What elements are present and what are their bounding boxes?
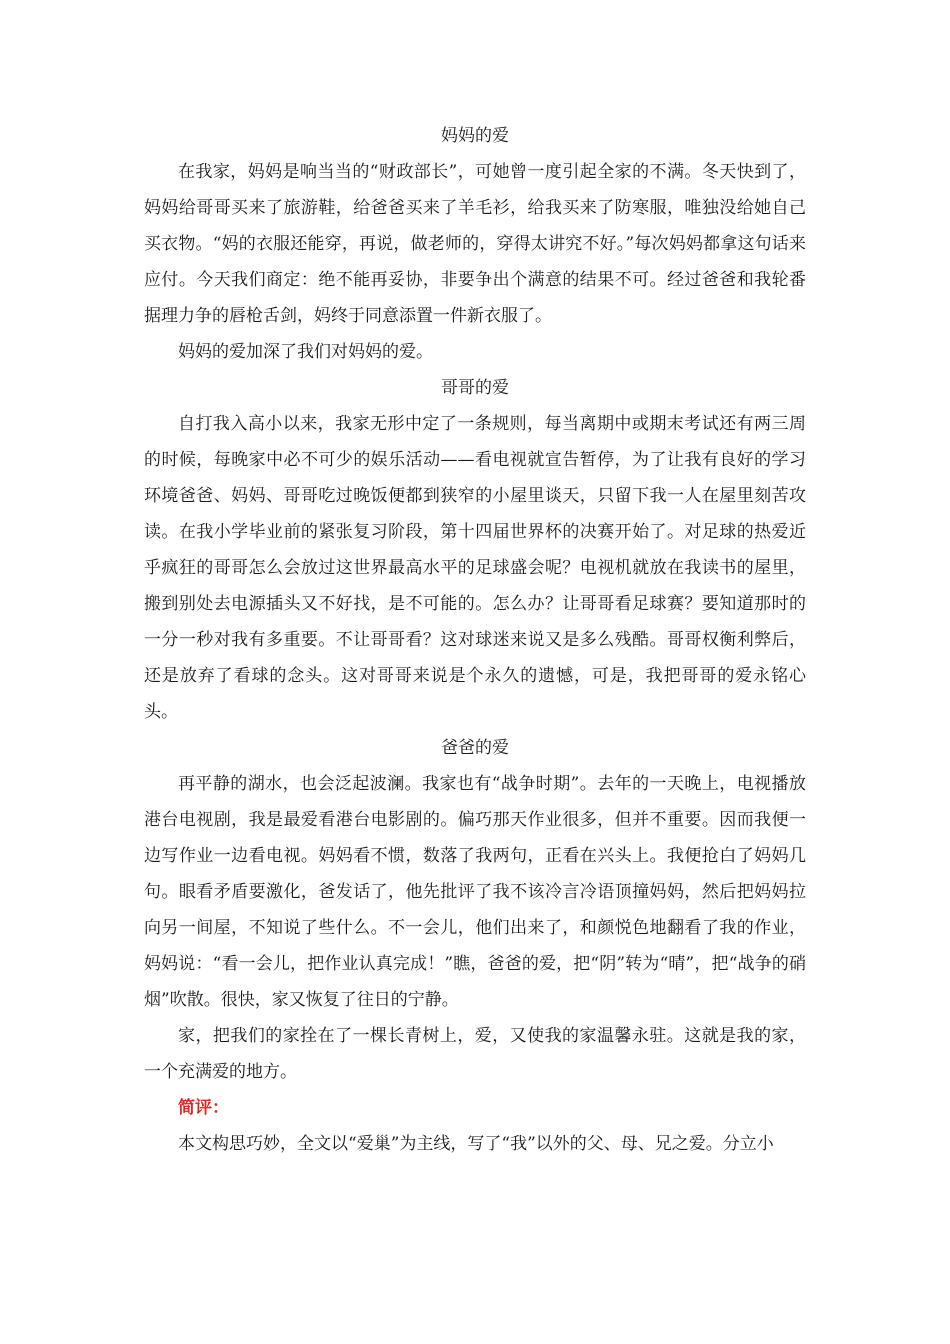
comment-label: 简评：	[178, 1098, 229, 1118]
comment-text: 本文构思巧妙，全文以“爱巢”为主线，写了“我”以外的父、母、兄之爱。分立小	[178, 1134, 774, 1154]
section-title-brother: 哥哥的爱	[441, 378, 509, 398]
document-page	[144, 118, 806, 1162]
paragraph-mother-2: 妈妈的爱加深了我们对妈妈的爱。	[178, 342, 433, 362]
section-title-mother: 妈妈的爱	[441, 126, 509, 146]
paragraph-mother-1: 在我家，妈妈是响当当的“财政部长”，可她曾一度引起全家的不满。冬天快到了，妈妈给哥哥买来了旅游鞋，给爸爸买来了羊毛衫，给我买来了防寒服，唯独没给她自己买衣物。“妈的衣服还能穿，再说，做老师的，穿得太讲究不好。”每次妈妈都拿这句话来应付。今天我们商定：绝不能再妥协，非要争出个满意的结果不可。经过爸爸和我轮番据理力争的唇枪舌剑，妈终于同意添置一件新衣服了。	[144, 162, 806, 326]
paragraph-conclusion: 家，把我们的家拴在了一棵长青树上，爱，又使我的家温馨永驻。这就是我的家，一个充满爱的地方。	[144, 1026, 806, 1082]
paragraph-father-1: 再平静的湖水，也会泛起波澜。我家也有“战争时期”。去年的一天晚上，电视播放港台电视剧，我是最爱看港台电影剧的。偏巧那天作业很多，但并不重要。因而我便一边写作业一边看电视。妈妈看不惯，数落了我两句，正看在兴头上。我便抢白了妈妈几句。眼看矛盾要激化，爸发话了，他先批评了我不该冷言冷语顶撞妈妈，然后把妈妈拉向另一间屋，不知说了些什么。不一会儿，他们出来了，和颜悦色地翻看了我的作业，妈妈说：“看一会儿，把作业认真完成！”瞧，爸爸的爱，把“阴”转为“晴”，把“战争的硝烟”吹散。很快，家又恢复了往日的宁静。	[144, 774, 806, 1010]
section-title-father: 爸爸的爱	[441, 738, 509, 758]
paragraph-brother-1: 自打我入高小以来，我家无形中定了一条规则，每当离期中或期末考试还有两三周的时候，每晚家中必不可少的娱乐活动——看电视就宣告暂停，为了让我有良好的学习环境爸爸、妈妈、哥哥吃过晚饭便都到狭窄的小屋里谈天，只留下我一人在屋里刻苦攻读。在我小学毕业前的紧张复习阶段，第十四届世界杯的决赛开始了。对足球的热爱近乎疯狂的哥哥怎么会放过这世界最高水平的足球盛会呢？电视机就放在我读书的屋里，搬到别处去电源插头又不好找，是不可能的。怎么办？让哥哥看足球赛？要知道那时的一分一秒对我有多重要。不让哥哥看？这对球迷来说又是多么残酷。哥哥权衡利弊后，还是放弃了看球的念头。这对哥哥来说是个永久的遗憾，可是，我把哥哥的爱永铭心头。	[144, 414, 806, 722]
